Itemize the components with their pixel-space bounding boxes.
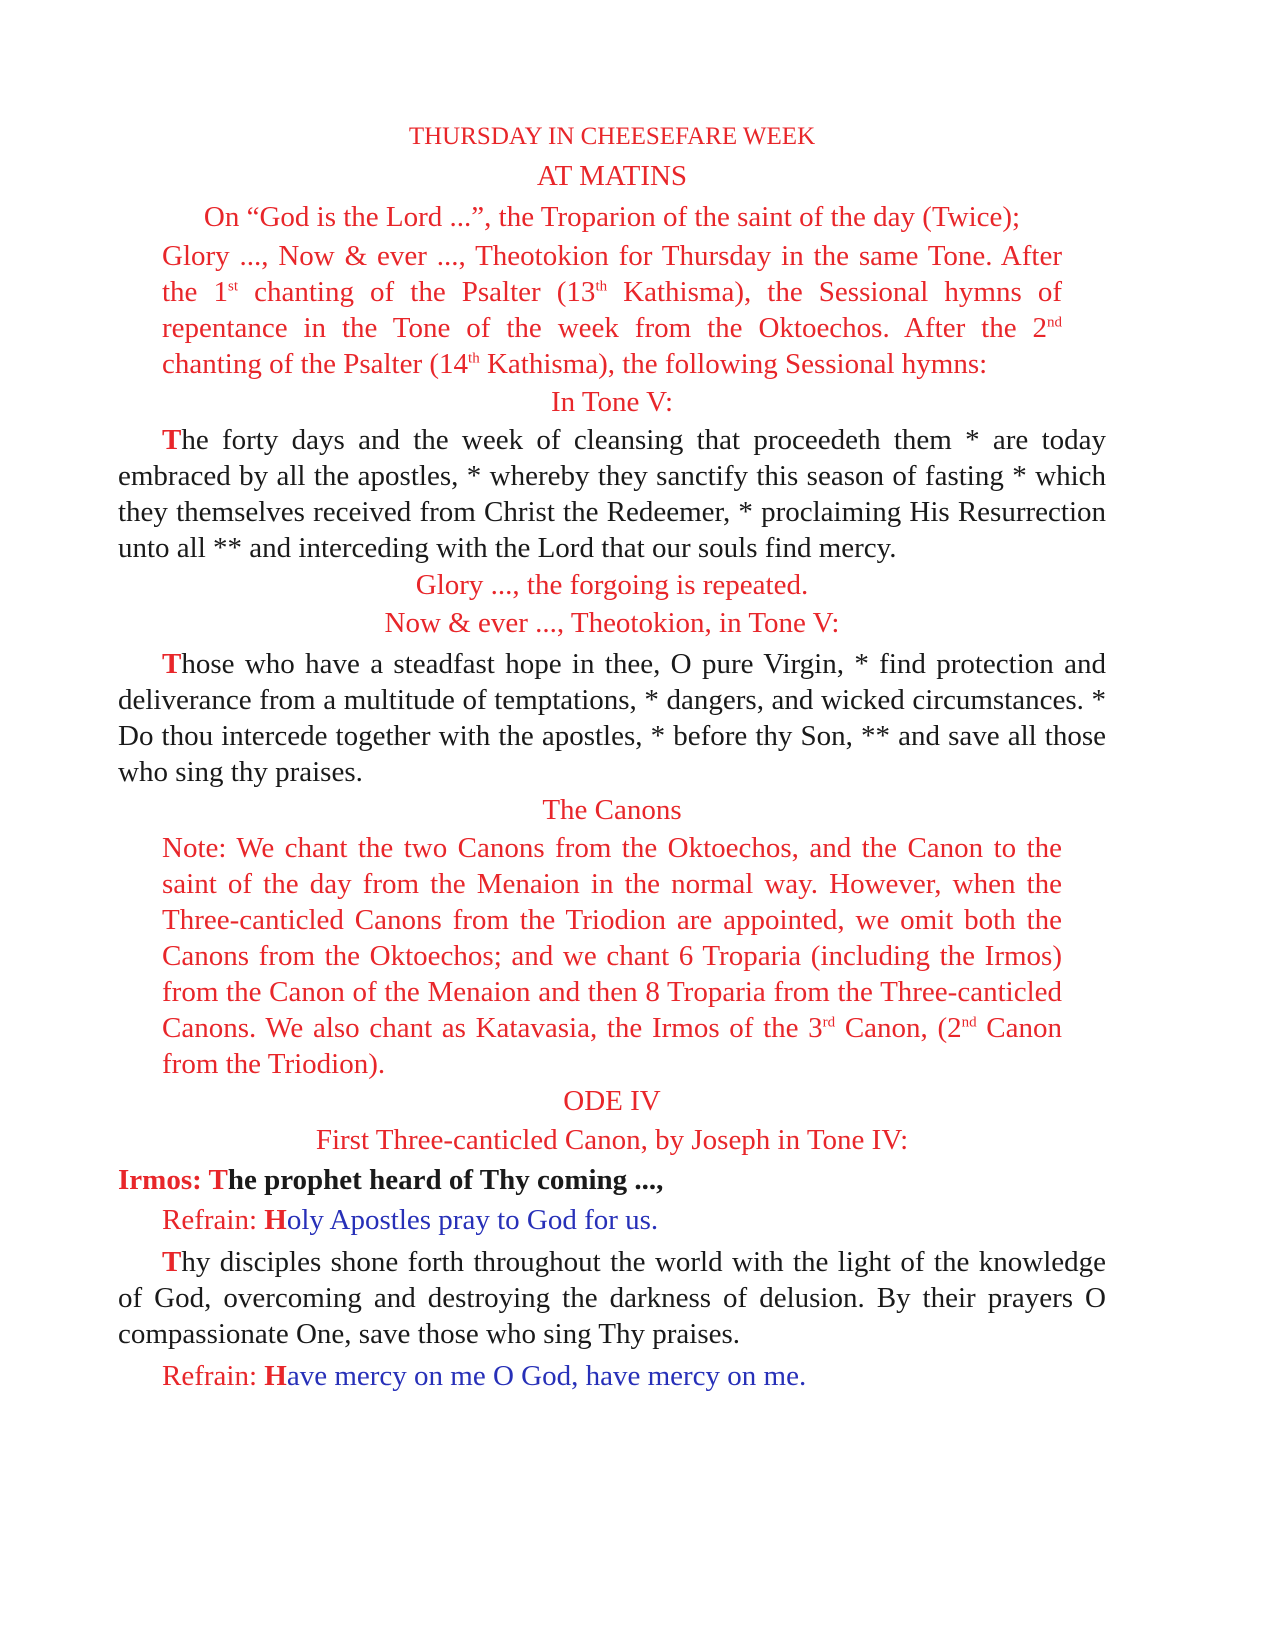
refrain-mercy: Refrain: Have mercy on me O God, have mercy on me. [162,1360,807,1392]
sessional-hymn: The forty days and the week of cleansing that proceedeth them * are today embraced by all the apostles, * whereby they sanctify this season of fasting * which they themselves received from Christ the Redeemer, * proclaiming His Resurrection unto all ** and interceding with the Lord that our souls find mercy. [118,424,1106,564]
day-title: THURSDAY IN CHEESEFARE WEEK [408,123,816,150]
rubric-psalter-instructions: Glory ..., Now & ever ..., Theotokion for Thursday in the same Tone. After the 1st chanting of the Psalter (13th Kathisma), the Sessional hymns of repentance in the Tone of the week from the Oktoechos. After the 2nd chanting of the Psalter (14th Kathisma), the following Sessional hymns: [162,240,1063,380]
glory-rubric: Glory ..., the forgoing is repeated. [415,569,809,601]
canons-heading: The Canons [542,794,682,826]
rubric-god-is-the-lord: On “God is the Lord ...”, the Troparion of the saint of the day (Twice); [203,201,1021,233]
theotokion-rubric: Now & ever ..., Theotokion, in Tone V: [384,607,840,639]
canons-note: Note: We chant the two Canons from the Oktoechos, and the Canon to the saint of the day from the Menaion in the normal way. However, when the Three-canticled Canons from the Triodion are appointed, we omit both the Canons from the Oktoechos; and we chant 6 Troparia (including the Irmos) from the Canon of the Menaion and then 8 Troparia from the Three-canticled Canons. We also chant as Katavasia, the Irmos of the 3rd Canon, (2nd Canon from the Triodion). [162,832,1062,1080]
document-body [118,118,1106,1396]
service-title: AT MATINS [536,160,688,192]
troparion: Thy disciples shone forth throughout the world with the light of the knowledge of God, overcoming and destroying the darkness of delusion. By their prayers O compassionate One, save those who sing Thy praises. [118,1246,1106,1350]
refrain-apostles: Refrain: Holy Apostles pray to God for us. [162,1204,659,1236]
canon-subheading: First Three-canticled Canon, by Joseph in Tone IV: [315,1124,909,1156]
ode-heading: ODE IV [563,1085,661,1117]
tone-heading: In Tone V: [550,386,674,418]
theotokion-hymn: Those who have a steadfast hope in thee, O pure Virgin, * find protection and deliverance from a multitude of temptations, * dangers, and wicked circumstances. * Do thou intercede together with the apostles, * before thy Son, ** and save all those who sing thy praises. [118,648,1106,788]
irmos-line: Irmos: The prophet heard of Thy coming ..., [118,1164,664,1196]
